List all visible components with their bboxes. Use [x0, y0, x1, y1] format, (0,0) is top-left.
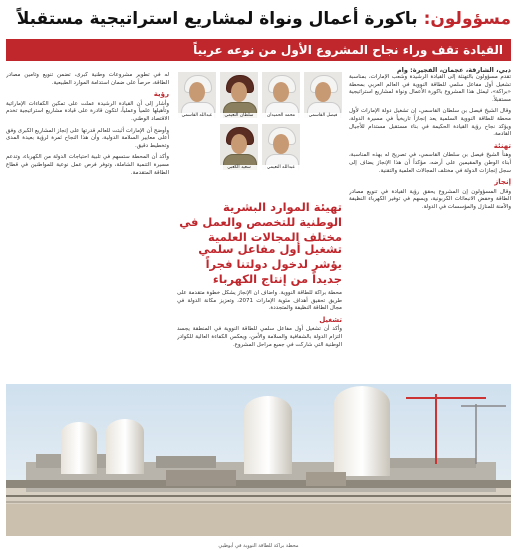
paragraph: تقدم مسؤولون بالتهنئة إلى القيادة الرشيدة وشعب الإمارات، بمناسبة تشغيل أول مفاعل سلمي للطاقة النووية في العالم العربي بمحطة «براكة»، ليمثل هذا المشروع باكورة الأعمال ونواة لمشاريع استراتيجية مستقبلاً.: [349, 74, 511, 103]
plant-illustration: [6, 384, 511, 536]
paragraph: وأشار إلى أن القيادة الرشيدة عملت على تمكين الكفاءات الإماراتية وتأهيلها علمياً وعملياً، لتكون قادرة على قيادة مشاريع استراتيجية تخدم الاقتصاد الوطني.: [6, 100, 169, 122]
byline: دبي، الشارقة، عجمان، الفجيرة: وام: [396, 66, 511, 74]
section-subheading: تشغيل: [319, 315, 342, 324]
portrait-photo: [220, 72, 258, 118]
portrait-photo: [178, 72, 216, 118]
paragraph: له في تطوير مشروعات وطنية كبرى، تضمن تنويع وتأمين مصادر الطاقة، حرصاً على ضمان استدامة الموارد الطبيعية.: [6, 72, 169, 86]
portrait-caption: عبدالله القاسمي: [178, 113, 216, 118]
article-column-right: [349, 74, 511, 379]
portrait-photo: [262, 72, 300, 118]
portrait-caption: محمد الحميدان: [262, 113, 300, 118]
pullquote: تهيئة الموارد البشرية الوطنية للتخصص والعمل في مختلف المجالات العلمية: [179, 200, 342, 244]
portrait-photo: [262, 124, 300, 170]
paragraph: محطة براكة للطاقة النووية. وأضاف أن الإنجاز يشكل خطوة متقدمة على طريق تحقيق أهداف مئوية الإمارات 2071، وتعزيز مكانة الدولة في مجال الطاقة النظيفة والمتجددة.: [177, 290, 342, 312]
section-subheading: تهنئة: [493, 141, 511, 150]
portrait-caption: سعيد الكعبي: [220, 165, 258, 170]
paragraph: وقال الشيخ فيصل بن سلطان القاسمي، إن تشغيل دولة الإمارات لأول محطة للطاقة النووية السلمية يعد إنجازاً تاريخياً في مسيرة الدولة، ويؤكد نجاح رؤية القيادة الحكيمة في بناء مستقبل مستدام للأجيال القادمة.: [349, 108, 511, 138]
portrait-grid: [177, 72, 342, 192]
paragraph: وأكد أن المحطة ستسهم في تلبية احتياجات الدولة من الكهرباء، وتدعم مسيرة التنمية الشاملة، وتوفر فرص عمل نوعية للمواطنين في قطاع الطاقة المتقدمة.: [6, 154, 169, 176]
portrait-caption: عبدالله النعيمي: [262, 165, 300, 170]
section-subheading: رؤية: [153, 90, 169, 99]
banner-subheadline: القيادة تقف وراء نجاح المشروع الأول من نوعه عربياً: [6, 39, 511, 61]
portrait-photo: [220, 124, 258, 170]
headline: [6, 4, 511, 34]
portrait-caption: سلطان النعيمي: [220, 113, 258, 118]
paragraph: وقال المسؤولون إن المشروع يحقق رؤية القيادة في تنويع مصادر الطاقة وخفض الانبعاثات الكربونية، ويسهم في توفير الكهرباء النظيفة والآمنة للمنازل والمؤسسات في الدولة.: [349, 188, 511, 210]
portrait-photo: [304, 72, 342, 118]
paragraph: وهنأ الشيخ فيصل بن سلطان القاسمي، في تصريح له بهذه المناسبة، أبناء الوطن والمقيمين على أرضه، مؤكداً أن هذا الإنجاز يضاف إلى سجل إنجازات الدولة في مختلف المجالات العلمية والتقنية.: [349, 152, 511, 174]
section-subheading: إنجاز: [494, 178, 511, 187]
pullquote: تشغيل أول مفاعل سلمي يؤشر لدخول دولتنا فجراً جديداً من إنتاج الكهرباء: [198, 242, 342, 286]
paragraph: وأكد أن تشغيل أول مفاعل سلمي للطاقة النووية في المنطقة يجسد التزام الدولة بالشفافية والسلامة والأمن، ويعكس الكفاءة العالية للكوادر الوطنية التي شاركت في جميع مراحل المشروع.: [177, 326, 342, 348]
article-column-left: [6, 72, 169, 381]
nuclear-plant-photo: [6, 384, 511, 536]
article-column-middle: [177, 290, 342, 381]
photo-credit: محطة براكة للطاقة النووية في أبوظبي: [218, 543, 299, 549]
headline-prefix: مسؤولون:: [423, 9, 511, 29]
paragraph: وأوضح أن الإمارات أثبتت للعالم قدرتها على إنجاز المشاريع الكبرى وفق أعلى معايير السلامة الدولية، وأن هذا النجاح ثمرة لرؤية بعيدة المدى وتخطيط دقيق.: [6, 127, 169, 149]
headline-text: باكورة أعمال ونواة لمشاريع استراتيجية مستقبلاً: [16, 9, 418, 29]
portrait-caption: فيصل القاسمي: [304, 113, 342, 118]
